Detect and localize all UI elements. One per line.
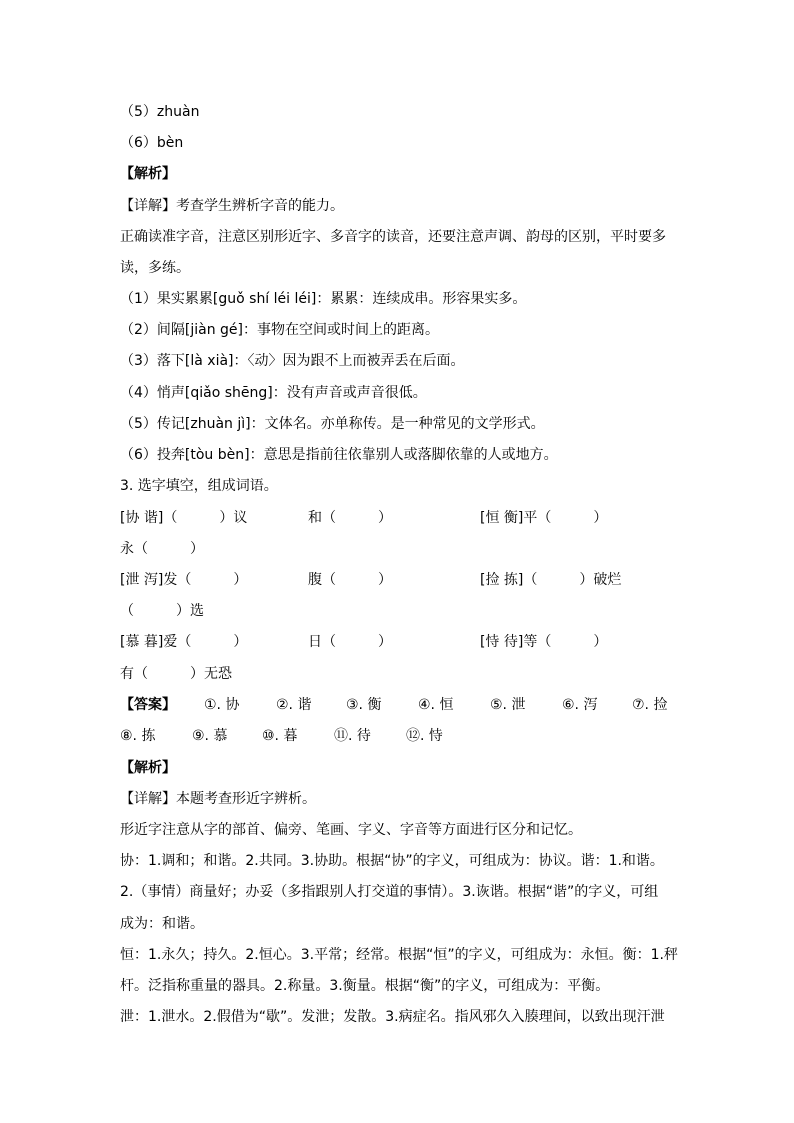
- pinyin-item: （3）落下[là xià]：〈动〉因为跟不上而被弄丢在后面。: [120, 353, 465, 369]
- answer-item: ⑧. 拣: [120, 728, 156, 744]
- fill-blank-item: [泄 泻]发（ ）: [120, 572, 248, 588]
- explanation-line: 正确读准字音，注意区别形近字、多音字的读音，还要注意声调、韵母的区别，平时要多: [120, 229, 666, 245]
- answer-line-5: （5）zhuàn: [120, 104, 200, 120]
- fill-blank-item: [慕 暮]爱（ ）: [120, 634, 248, 650]
- pinyin-item: （6）投奔[tòu bèn]：意思是指前往依靠别人或落脚依靠的人或地方。: [120, 447, 558, 463]
- pinyin-item: （5）传记[zhuàn jì]：文体名。亦单称传。是一种常见的文学形式。: [120, 416, 545, 432]
- explanation-line: 恒：1.永久；持久。2.恒心。3.平常；经常。根据“恒”的字义，可组成为：永恒。衡：1.秤: [120, 947, 678, 963]
- fill-blank-item: [恒 衡]平（ ）: [480, 510, 608, 526]
- detail-line: 【详解】本题考查形近字辨析。: [120, 791, 316, 807]
- fill-blank-item: （ ）选: [120, 603, 204, 619]
- analysis-heading: 【解析】: [120, 166, 176, 182]
- answer-item: ⑦. 捡: [632, 697, 668, 713]
- fill-blank-item: 和（ ）: [308, 510, 392, 526]
- analysis-heading: 【解析】: [120, 760, 176, 776]
- fill-blank-item: [协 谐]（ ）议: [120, 510, 248, 526]
- explanation-line: 读，多练。: [120, 260, 190, 276]
- explanation-line: 成为：和谐。: [120, 916, 204, 932]
- pinyin-item: （4）悄声[qiǎo shēng]：没有声音或声音很低。: [120, 385, 427, 401]
- answer-line-6: （6）bèn: [120, 135, 184, 151]
- question-title: 3. 选字填空，组成词语。: [120, 478, 278, 494]
- detail-line: 【详解】考查学生辨析字音的能力。: [120, 198, 344, 214]
- answer-item: ④. 恒: [418, 697, 454, 713]
- explanation-line: 2.（事情）商量好；办妥（多指跟别人打交道的事情）。3.诙谐。根据“谐”的字义，可组: [120, 884, 659, 900]
- answer-item: ⑫. 恃: [406, 728, 443, 744]
- fill-blank-item: [捡 拣]（ ）破烂: [480, 572, 622, 588]
- fill-blank-item: 日（ ）: [308, 634, 392, 650]
- fill-blank-item: 腹（ ）: [308, 572, 392, 588]
- explanation-line: 形近字注意从字的部首、偏旁、笔画、字义、字音等方面进行区分和记忆。: [120, 822, 582, 838]
- explanation-line: 泄：1.泄水。2.假借为“歇”。发泄；发散。3.病症名。指风邪久入腠理间，以致出现汗泄: [120, 1009, 665, 1025]
- answer-item: ①. 协: [204, 697, 240, 713]
- answer-label: 【答案】: [120, 697, 176, 713]
- fill-blank-item: [恃 待]等（ ）: [480, 634, 608, 650]
- pinyin-item: （2）间隔[jiàn gé]：事物在空间或时间上的距离。: [120, 322, 440, 338]
- answer-item: ⑥. 泻: [562, 697, 598, 713]
- answer-item: ⑨. 慕: [192, 728, 228, 744]
- answer-item: ⑪. 待: [334, 728, 371, 744]
- answer-item: ⑩. 暮: [262, 728, 298, 744]
- pinyin-item: （1）果实累累[guǒ shí léi léi]：累累：连续成串。形容果实多。: [120, 291, 527, 307]
- answer-item: ②. 谐: [276, 697, 312, 713]
- explanation-line: 杆。泛指称重量的器具。2.称量。3.衡量。根据“衡”的字义，可组成为：平衡。: [120, 978, 610, 994]
- fill-blank-item: 永（ ）: [120, 541, 204, 557]
- fill-blank-item: 有（ ）无恐: [120, 666, 232, 682]
- answer-item: ③. 衡: [346, 697, 382, 713]
- explanation-line: 协：1.调和；和谐。2.共同。3.协助。根据“协”的字义，可组成为：协议。谐：1.和谐。: [120, 853, 664, 869]
- answer-item: ⑤. 泄: [490, 697, 526, 713]
